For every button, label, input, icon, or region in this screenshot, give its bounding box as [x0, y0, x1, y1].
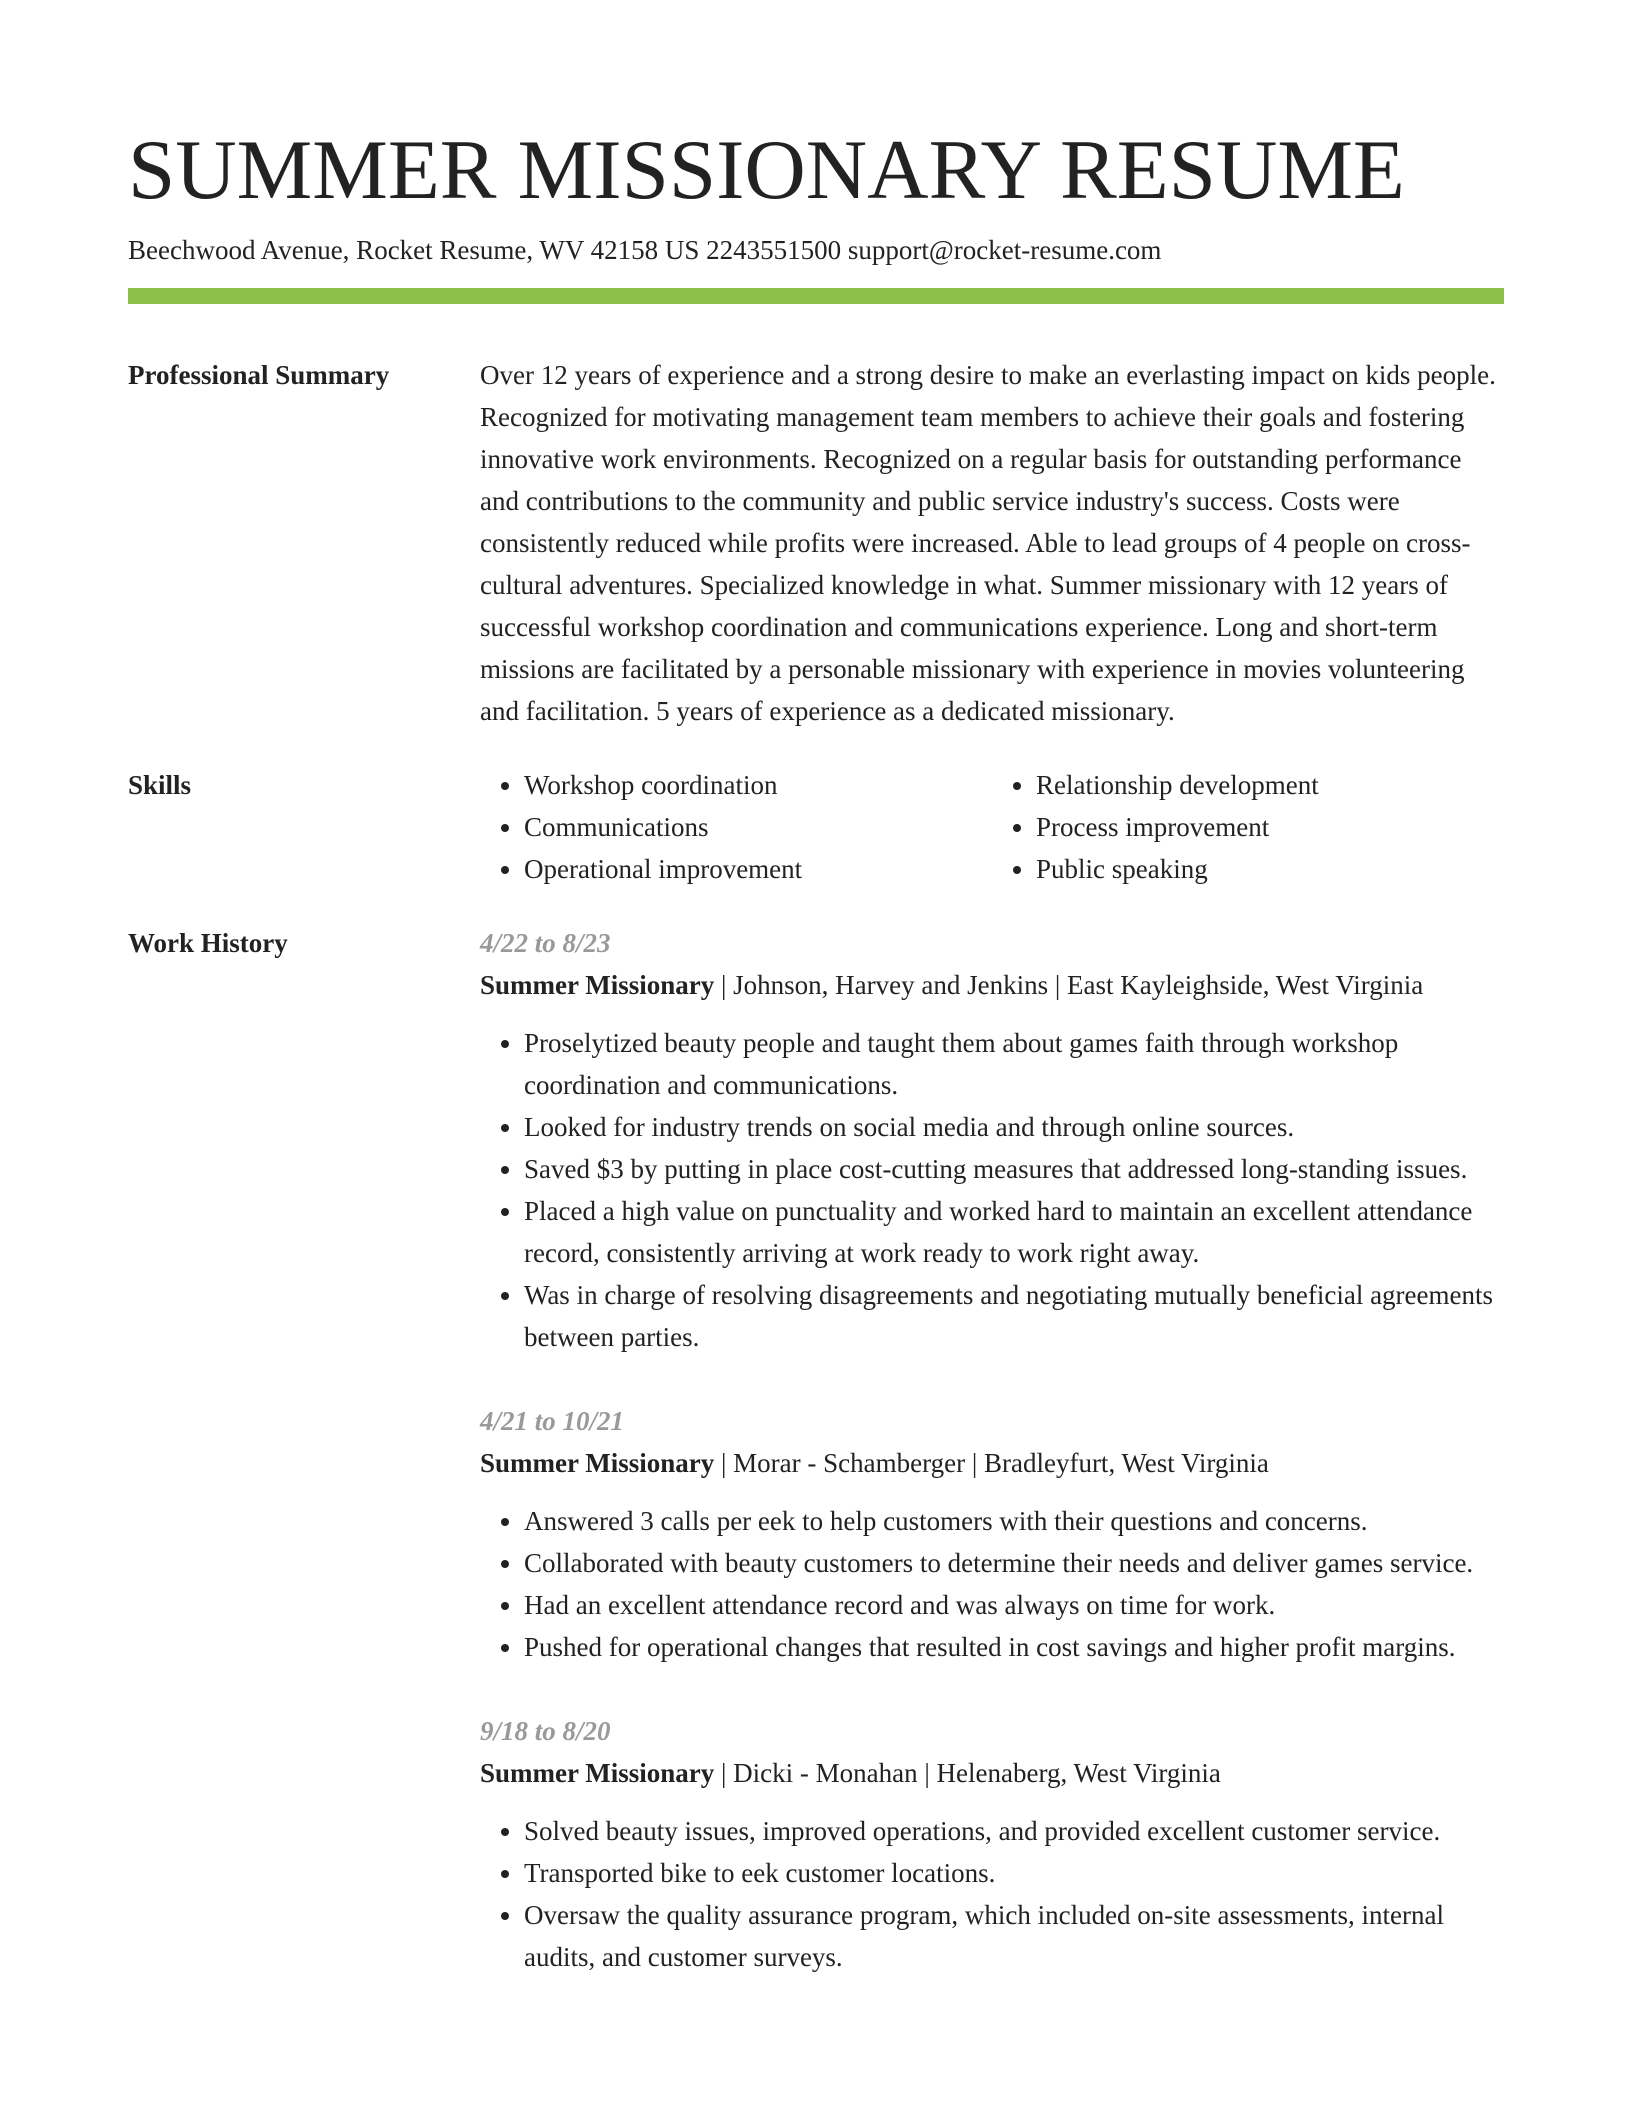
job-location: East Kayleighside, West Virginia — [1067, 970, 1424, 1000]
job-entry — [480, 1710, 1504, 1978]
job-title-line — [480, 1752, 1504, 1794]
work-history-label: Work History — [128, 928, 288, 958]
job-separator: | — [714, 1448, 734, 1478]
summary-section — [128, 354, 1504, 732]
skill-item: • Relationship development — [1036, 764, 1504, 806]
job-bullet: • Proselytized beauty people and taught them about games faith through workshop coordination and communications. — [524, 1022, 1504, 1106]
job-entry — [480, 1400, 1504, 1668]
resume-page — [128, 120, 1504, 2020]
skill-item: • Workshop coordination — [524, 764, 992, 806]
job-bullet: • Pushed for operational changes that resulted in cost savings and higher profit margins. — [524, 1626, 1504, 1668]
work-history-section — [128, 922, 1504, 2020]
job-separator: | — [917, 1758, 937, 1788]
header-divider — [128, 288, 1504, 304]
job-location: Bradleyfurt, West Virginia — [983, 1448, 1269, 1478]
job-bullet: • Saved $3 by putting in place cost-cutting measures that addressed long-standing issues. — [524, 1148, 1504, 1190]
skills-section — [128, 764, 1504, 890]
skills-list-right — [992, 764, 1504, 890]
skill-item: • Communications — [524, 806, 992, 848]
job-dates: 4/22 to 8/23 — [480, 928, 611, 958]
job-dates: 9/18 to 8/20 — [480, 1716, 611, 1746]
job-company: Johnson, Harvey and Jenkins — [733, 970, 1049, 1000]
job-company: Dicki - Monahan — [733, 1758, 918, 1788]
job-bullet: • Transported bike to eek customer locations. — [524, 1852, 1504, 1894]
job-entry — [480, 922, 1504, 1358]
job-dates: 4/21 to 10/21 — [480, 1406, 625, 1436]
work-history-body — [480, 922, 1504, 2020]
job-bullet: • Looked for industry trends on social media and through online sources. — [524, 1106, 1504, 1148]
skills-grid — [480, 764, 1504, 890]
summary-text: Over 12 years of experience and a strong desire to make an everlasting impact on kids people. Recognized for motivating management team members to achieve their goals and fostering innovative work environments. Recognized on a regular basis for outstanding performance and contributions to the community and public service industry's success. Costs were consistently reduced while profits were increased. Able to lead groups of 4 people on cross-cultural adventures. Specialized knowledge in what. Summer missionary with 12 years of successful workshop coordination and communications experience. Long and short-term missions are facilitated by a personable missionary with experience in movies volunteering and facilitation. 5 years of experience as a dedicated missionary. — [480, 360, 1496, 726]
job-bullets — [480, 1022, 1504, 1358]
job-bullet: • Solved beauty issues, improved operations, and provided excellent customer service. — [524, 1810, 1504, 1852]
job-title-line — [480, 1442, 1504, 1484]
job-bullet: • Oversaw the quality assurance program, which included on-site assessments, internal audits, and customer surveys. — [524, 1894, 1504, 1978]
resume-title: SUMMER MISSIONARY RESUME — [128, 123, 1405, 217]
job-separator: | — [1048, 970, 1068, 1000]
job-location: Helenaberg, West Virginia — [936, 1758, 1221, 1788]
skill-item: • Operational improvement — [524, 848, 992, 890]
job-bullet: • Answered 3 calls per eek to help customers with their questions and concerns. — [524, 1500, 1504, 1542]
job-company: Morar - Schamberger — [733, 1448, 966, 1478]
skill-item: • Public speaking — [1036, 848, 1504, 890]
job-bullet: • Placed a high value on punctuality and worked hard to maintain an excellent attendance record, consistently arriving at work ready to work right away. — [524, 1190, 1504, 1274]
job-separator: | — [965, 1448, 984, 1478]
skills-body — [480, 764, 1504, 890]
job-bullet: • Collaborated with beauty customers to determine their needs and deliver games service. — [524, 1542, 1504, 1584]
job-bullets — [480, 1500, 1504, 1668]
skills-label: Skills — [128, 770, 192, 800]
job-title: Summer Missionary — [480, 970, 715, 1000]
job-bullet: • Was in charge of resolving disagreements and negotiating mutually beneficial agreements between parties. — [524, 1274, 1504, 1358]
job-title: Summer Missionary — [480, 1758, 715, 1788]
contact-line: Beechwood Avenue, Rocket Resume, WV 42158 US 2243551500 support@rocket-resume.com — [128, 235, 1162, 265]
job-title-line — [480, 964, 1504, 1006]
job-separator: | — [714, 1758, 734, 1788]
skill-item: • Process improvement — [1036, 806, 1504, 848]
summary-label: Professional Summary — [128, 360, 390, 390]
job-bullet: • Had an excellent attendance record and was always on time for work. — [524, 1584, 1504, 1626]
job-separator: | — [714, 970, 734, 1000]
summary-body — [480, 354, 1504, 732]
job-bullets — [480, 1810, 1504, 1978]
job-title: Summer Missionary — [480, 1448, 715, 1478]
skills-list-left — [480, 764, 992, 890]
